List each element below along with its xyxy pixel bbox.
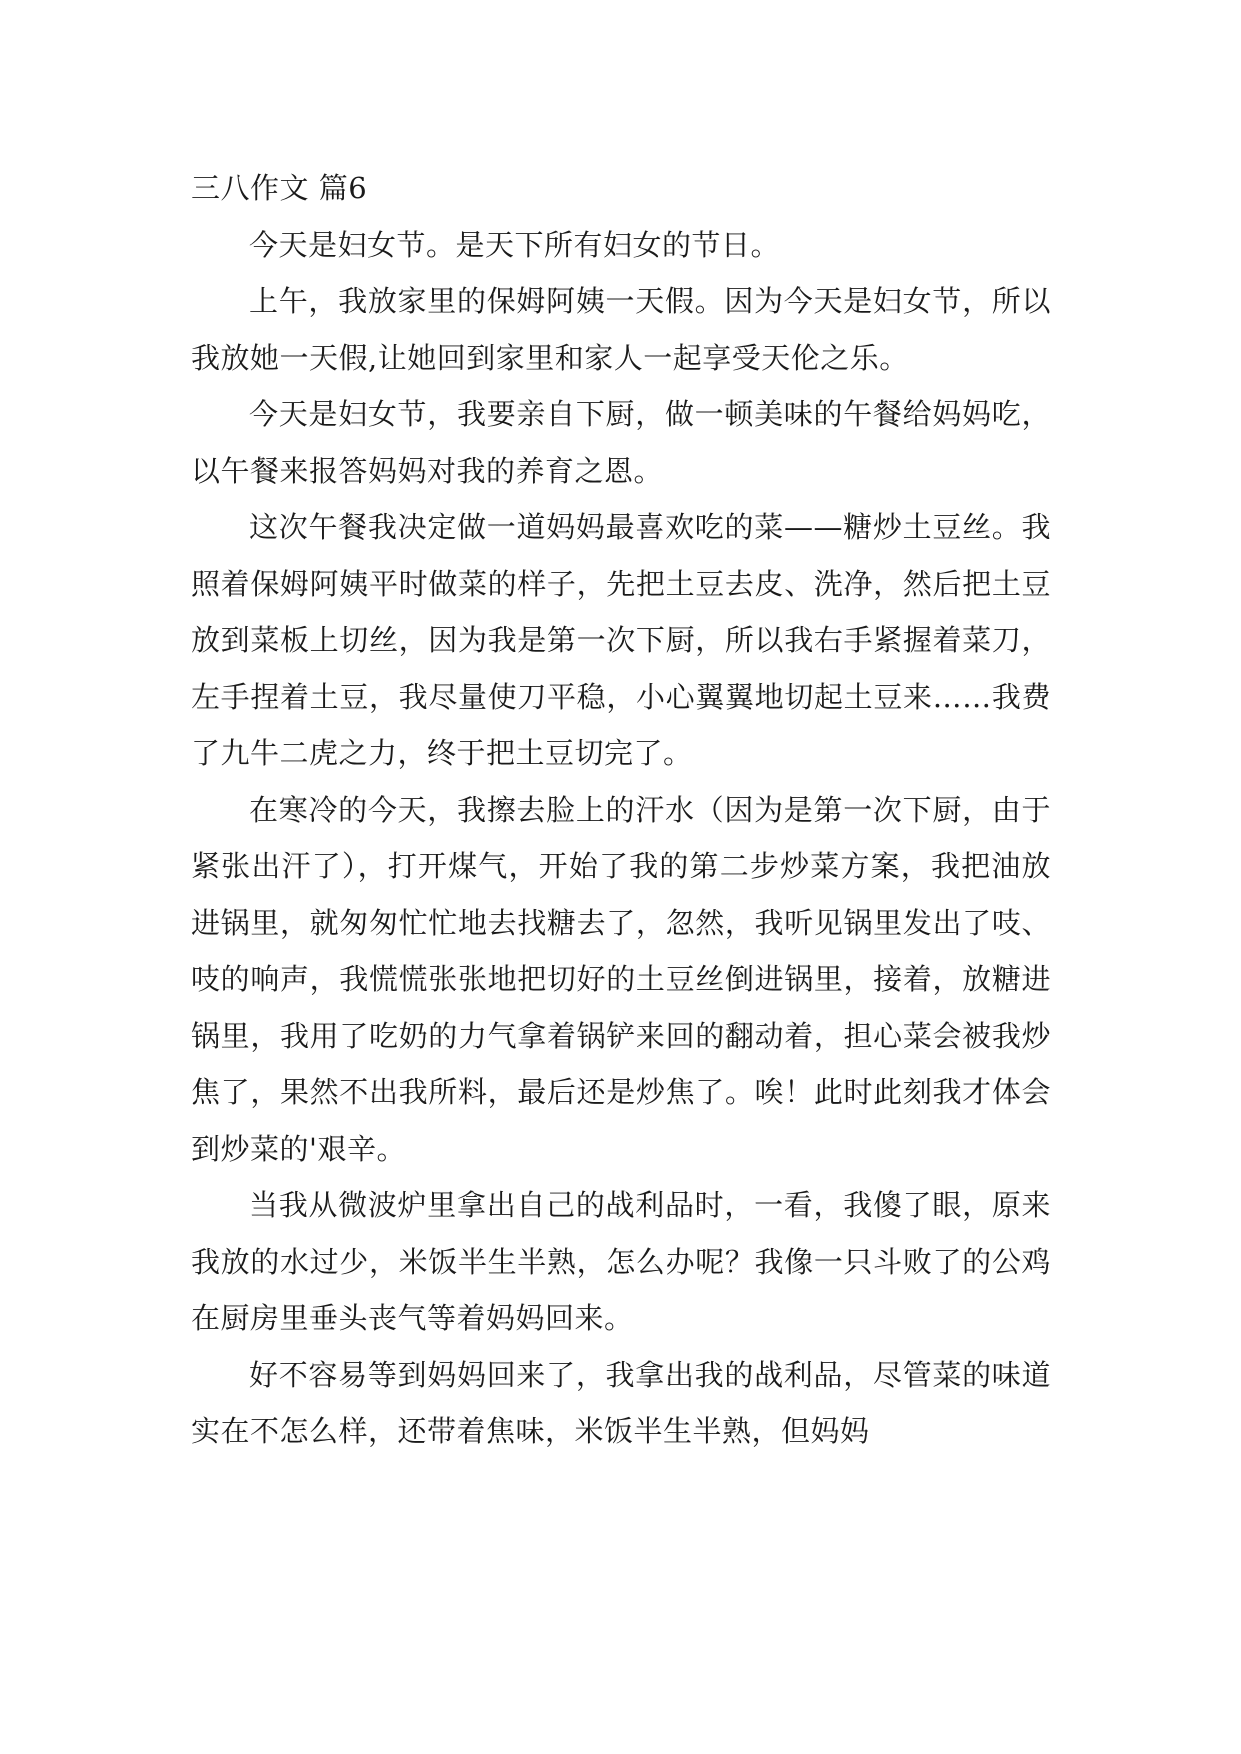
paragraph: 今天是妇女节，我要亲自下厨，做一顿美味的午餐给妈妈吃，以午餐来报答妈妈对我的养育之恩。 [191, 397, 1051, 488]
document-body [191, 160, 1051, 1460]
paragraph: 在寒冷的今天，我擦去脸上的汗水（因为是第一次下厨，由于紧张出汗了），打开煤气，开始了我的第二步炒菜方案，我把油放进锅里，就匆匆忙忙地去找糖去了，忽然，我听见锅里发出了吱、吱的响声，我慌慌张张地把切好的土豆丝倒进锅里，接着，放糖进锅里，我用了吃奶的力气拿着锅铲来回的翻动着，担心菜会被我炒焦了，果然不出我所料，最后还是炒焦了。唉！此时此刻我才体会到炒菜的'艰辛。 [191, 792, 1051, 1166]
document-title: 三八作文 篇6 [191, 171, 368, 205]
paragraph: 当我从微波炉里拿出自己的战利品时，一看，我傻了眼，原来我放的水过少，米饭半生半熟，怎么办呢？我像一只斗败了的公鸡在厨房里垂头丧气等着妈妈回来。 [191, 1188, 1051, 1335]
paragraph: 上午，我放家里的保姆阿姨一天假。因为今天是妇女节，所以我放她一天假,让她回到家里和家人一起享受天伦之乐。 [191, 284, 1051, 375]
paragraph: 这次午餐我决定做一道妈妈最喜欢吃的菜——糖炒土豆丝。我照着保姆阿姨平时做菜的样子，先把土豆去皮、洗净，然后把土豆放到菜板上切丝，因为我是第一次下厨，所以我右手紧握着菜刀，左手捏着土豆，我尽量使刀平稳，小心翼翼地切起土豆来……我费了九牛二虎之力，终于把土豆切完了。 [191, 510, 1051, 770]
paragraph: 今天是妇女节。是天下所有妇女的节日。 [249, 227, 781, 262]
paragraph: 好不容易等到妈妈回来了，我拿出我的战利品，尽管菜的味道实在不怎么样，还带着焦味，米饭半生半熟，但妈妈 [191, 1357, 1051, 1448]
